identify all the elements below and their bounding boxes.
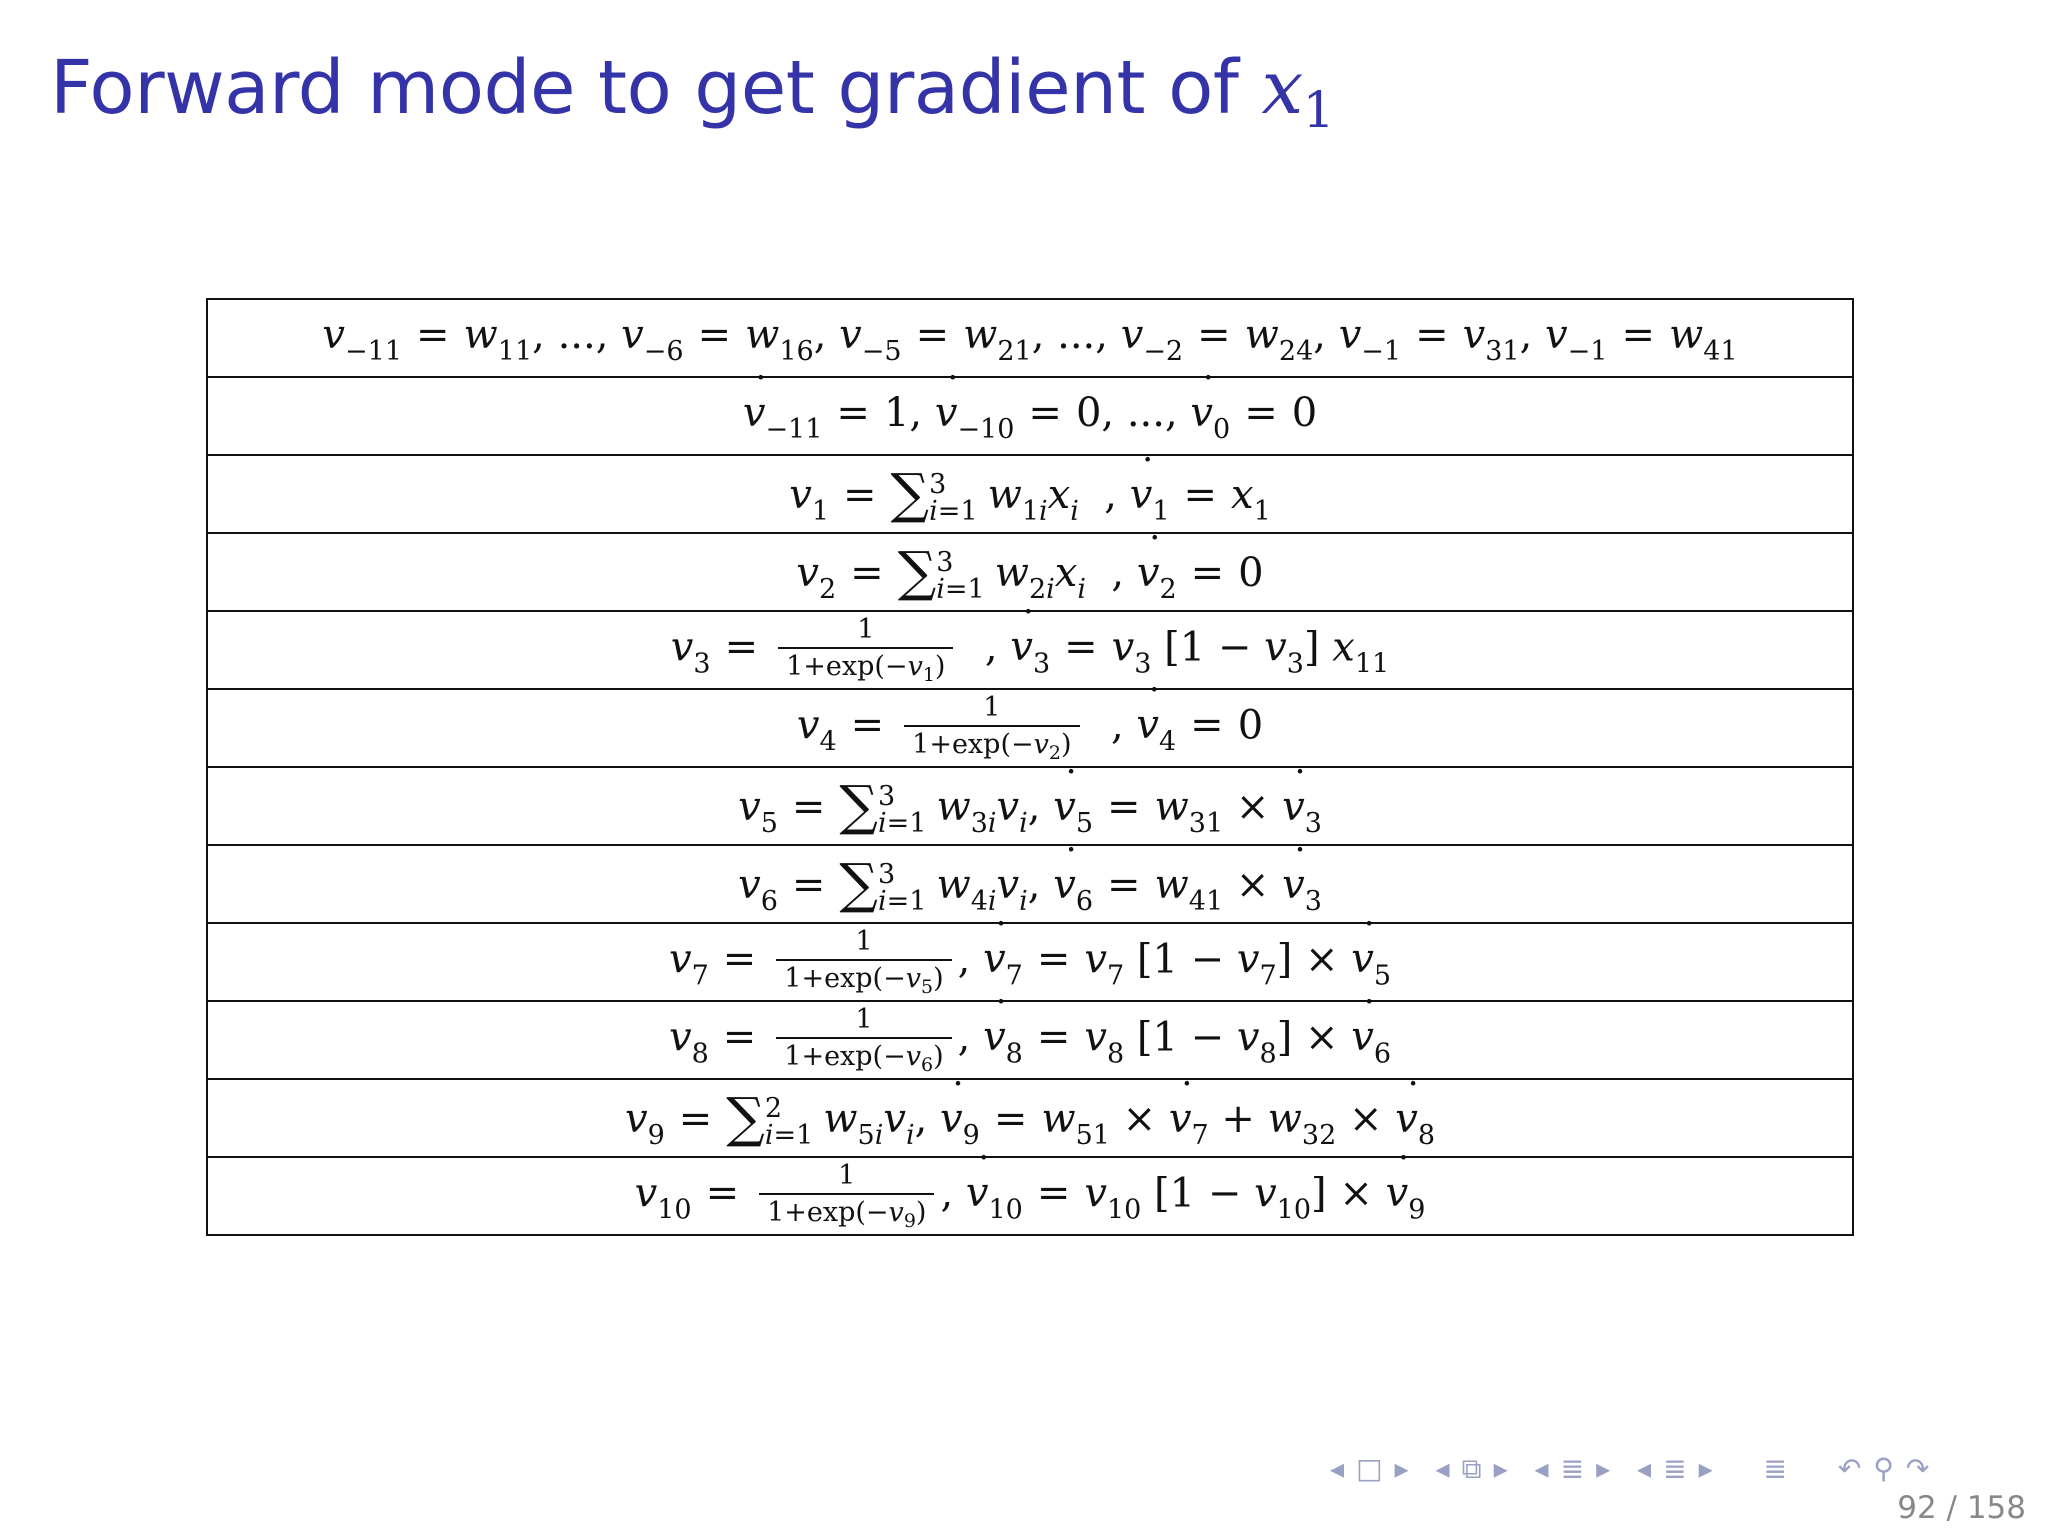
table-row xyxy=(207,377,1853,455)
table-row xyxy=(207,767,1853,845)
equation-row-8 xyxy=(207,923,1853,1001)
table-row xyxy=(207,923,1853,1001)
equation-row-2 xyxy=(207,455,1853,533)
nav-back-icon[interactable]: ↶ xyxy=(1837,1452,1868,1485)
nav-prev-frame-icon[interactable]: ◂ xyxy=(1330,1452,1351,1485)
equation-10: $v_9$ = ∑ 2 i=1 $w_{5i}v_i$, v $˙_9 = w_{51} \times v$ $˙_7 + w_{32} \times v$ $˙_8$ xyxy=(625,1087,1435,1149)
equation-row-11 xyxy=(207,1157,1853,1235)
equation-row-0 xyxy=(207,299,1853,377)
title-sub: 1 xyxy=(1302,81,1334,139)
nav-section-icon[interactable]: ≣ xyxy=(1560,1452,1591,1485)
table-row xyxy=(207,299,1853,377)
table-row xyxy=(207,1001,1853,1079)
title-math xyxy=(1261,45,1334,139)
equation-row-6 xyxy=(207,767,1853,845)
equation-0: $v_{-11} = w_{11}$, ..., $v_{-6} = w_{16}$, $v_{-5} = w_{21}$, ..., $v_{-2} = w_{24}$, $v_{-1} = v_{31}$, $v_{-1} = w_{41}$ xyxy=(322,311,1738,367)
equation-row-4 xyxy=(207,611,1853,689)
table-row xyxy=(207,455,1853,533)
equation-8: $v_7$ = $\frac{1}{1+\exp(-v_5)}$ , v $˙_7 = v_7$ $[1 - v_7] \times v$ $˙_5$ xyxy=(669,926,1391,999)
page-number: 92 / 158 xyxy=(1897,1490,2026,1526)
nav-forward-icon[interactable]: ↷ xyxy=(1905,1452,1936,1485)
equation-row-1 xyxy=(207,377,1853,455)
nav-prev-slide-icon[interactable]: ◂ xyxy=(1637,1452,1658,1485)
nav-next-frame-icon[interactable]: ▸ xyxy=(1394,1452,1415,1485)
nav-search-icon[interactable]: ⚲ xyxy=(1873,1452,1900,1485)
nav-frame-icon[interactable]: □ xyxy=(1356,1452,1389,1485)
equation-11: $v_{10}$ = $\frac{1}{1+\exp(-v_9)}$ , v $˙_{10} = v_{10}$ $[1 - v_{10}] \times v$ $˙_9$ xyxy=(635,1160,1426,1233)
equation-7: $v_6$ = ∑ 3 i=1 $w_{4i}v_i$, v $˙_6 = w_{41} \times v$ $˙_3$ xyxy=(738,853,1322,915)
table-row xyxy=(207,1079,1853,1157)
equation-row-7 xyxy=(207,845,1853,923)
equation-3: $v_2$ = ∑ 3 i=1 $w_{2i}x_i$ , v $˙_2 = 0$ xyxy=(796,541,1263,603)
equation-9: $v_8$ = $\frac{1}{1+\exp(-v_6)}$ , v $˙_8 = v_8$ $[1 - v_8] \times v$ $˙_6$ xyxy=(669,1004,1391,1077)
equation-2: $v_1$ = ∑ 3 i=1 $w_{1i}x_i$ , v $˙_1 = x_1$ xyxy=(789,463,1271,525)
title-var: x xyxy=(1261,45,1303,131)
equation-6: $v_5$ = ∑ 3 i=1 $w_{3i}v_i$, v $˙_5 = w_{31} \times v$ $˙_3$ xyxy=(738,775,1322,837)
equation-row-9 xyxy=(207,1001,1853,1079)
table-row xyxy=(207,845,1853,923)
equation-table xyxy=(206,298,1854,1236)
nav-next-section-icon[interactable]: ▸ xyxy=(1596,1452,1617,1485)
nav-prev-subsection-icon[interactable]: ◂ xyxy=(1435,1452,1456,1485)
nav-slide-icon[interactable]: ≣ xyxy=(1663,1452,1693,1485)
nav-subsection-icon[interactable]: ⧉ xyxy=(1461,1452,1488,1485)
equation-5: $v_4$ = $\frac{1}{1+\exp(-v_2)}$ , v $˙_4 = 0$ xyxy=(797,692,1263,765)
equation-row-10 xyxy=(207,1079,1853,1157)
equation-4: $v_3$ = $\frac{1}{1+\exp(-v_1)}$ , v $˙_3 = v_3$ $[1 - v_3]$ $x_{11}$ xyxy=(671,614,1389,687)
nav-document-icon[interactable]: ≣ xyxy=(1763,1452,1793,1485)
nav-next-subsection-icon[interactable]: ▸ xyxy=(1493,1452,1514,1485)
equation-1: v $˙_{-11} = 1$, v $˙_{-10} = 0$, ..., v $˙_0 = 0$ xyxy=(743,393,1317,443)
page-title xyxy=(50,45,1334,139)
equation-row-3 xyxy=(207,533,1853,611)
table-row xyxy=(207,611,1853,689)
nav-prev-section-icon[interactable]: ◂ xyxy=(1534,1452,1555,1485)
beamer-navigation xyxy=(1330,1452,1941,1486)
nav-next-slide-icon[interactable]: ▸ xyxy=(1698,1452,1719,1485)
table-row xyxy=(207,689,1853,767)
table-row xyxy=(207,533,1853,611)
table-row xyxy=(207,1157,1853,1235)
page-title-text: Forward mode to get gradient of xyxy=(50,45,1239,131)
equation-row-5 xyxy=(207,689,1853,767)
